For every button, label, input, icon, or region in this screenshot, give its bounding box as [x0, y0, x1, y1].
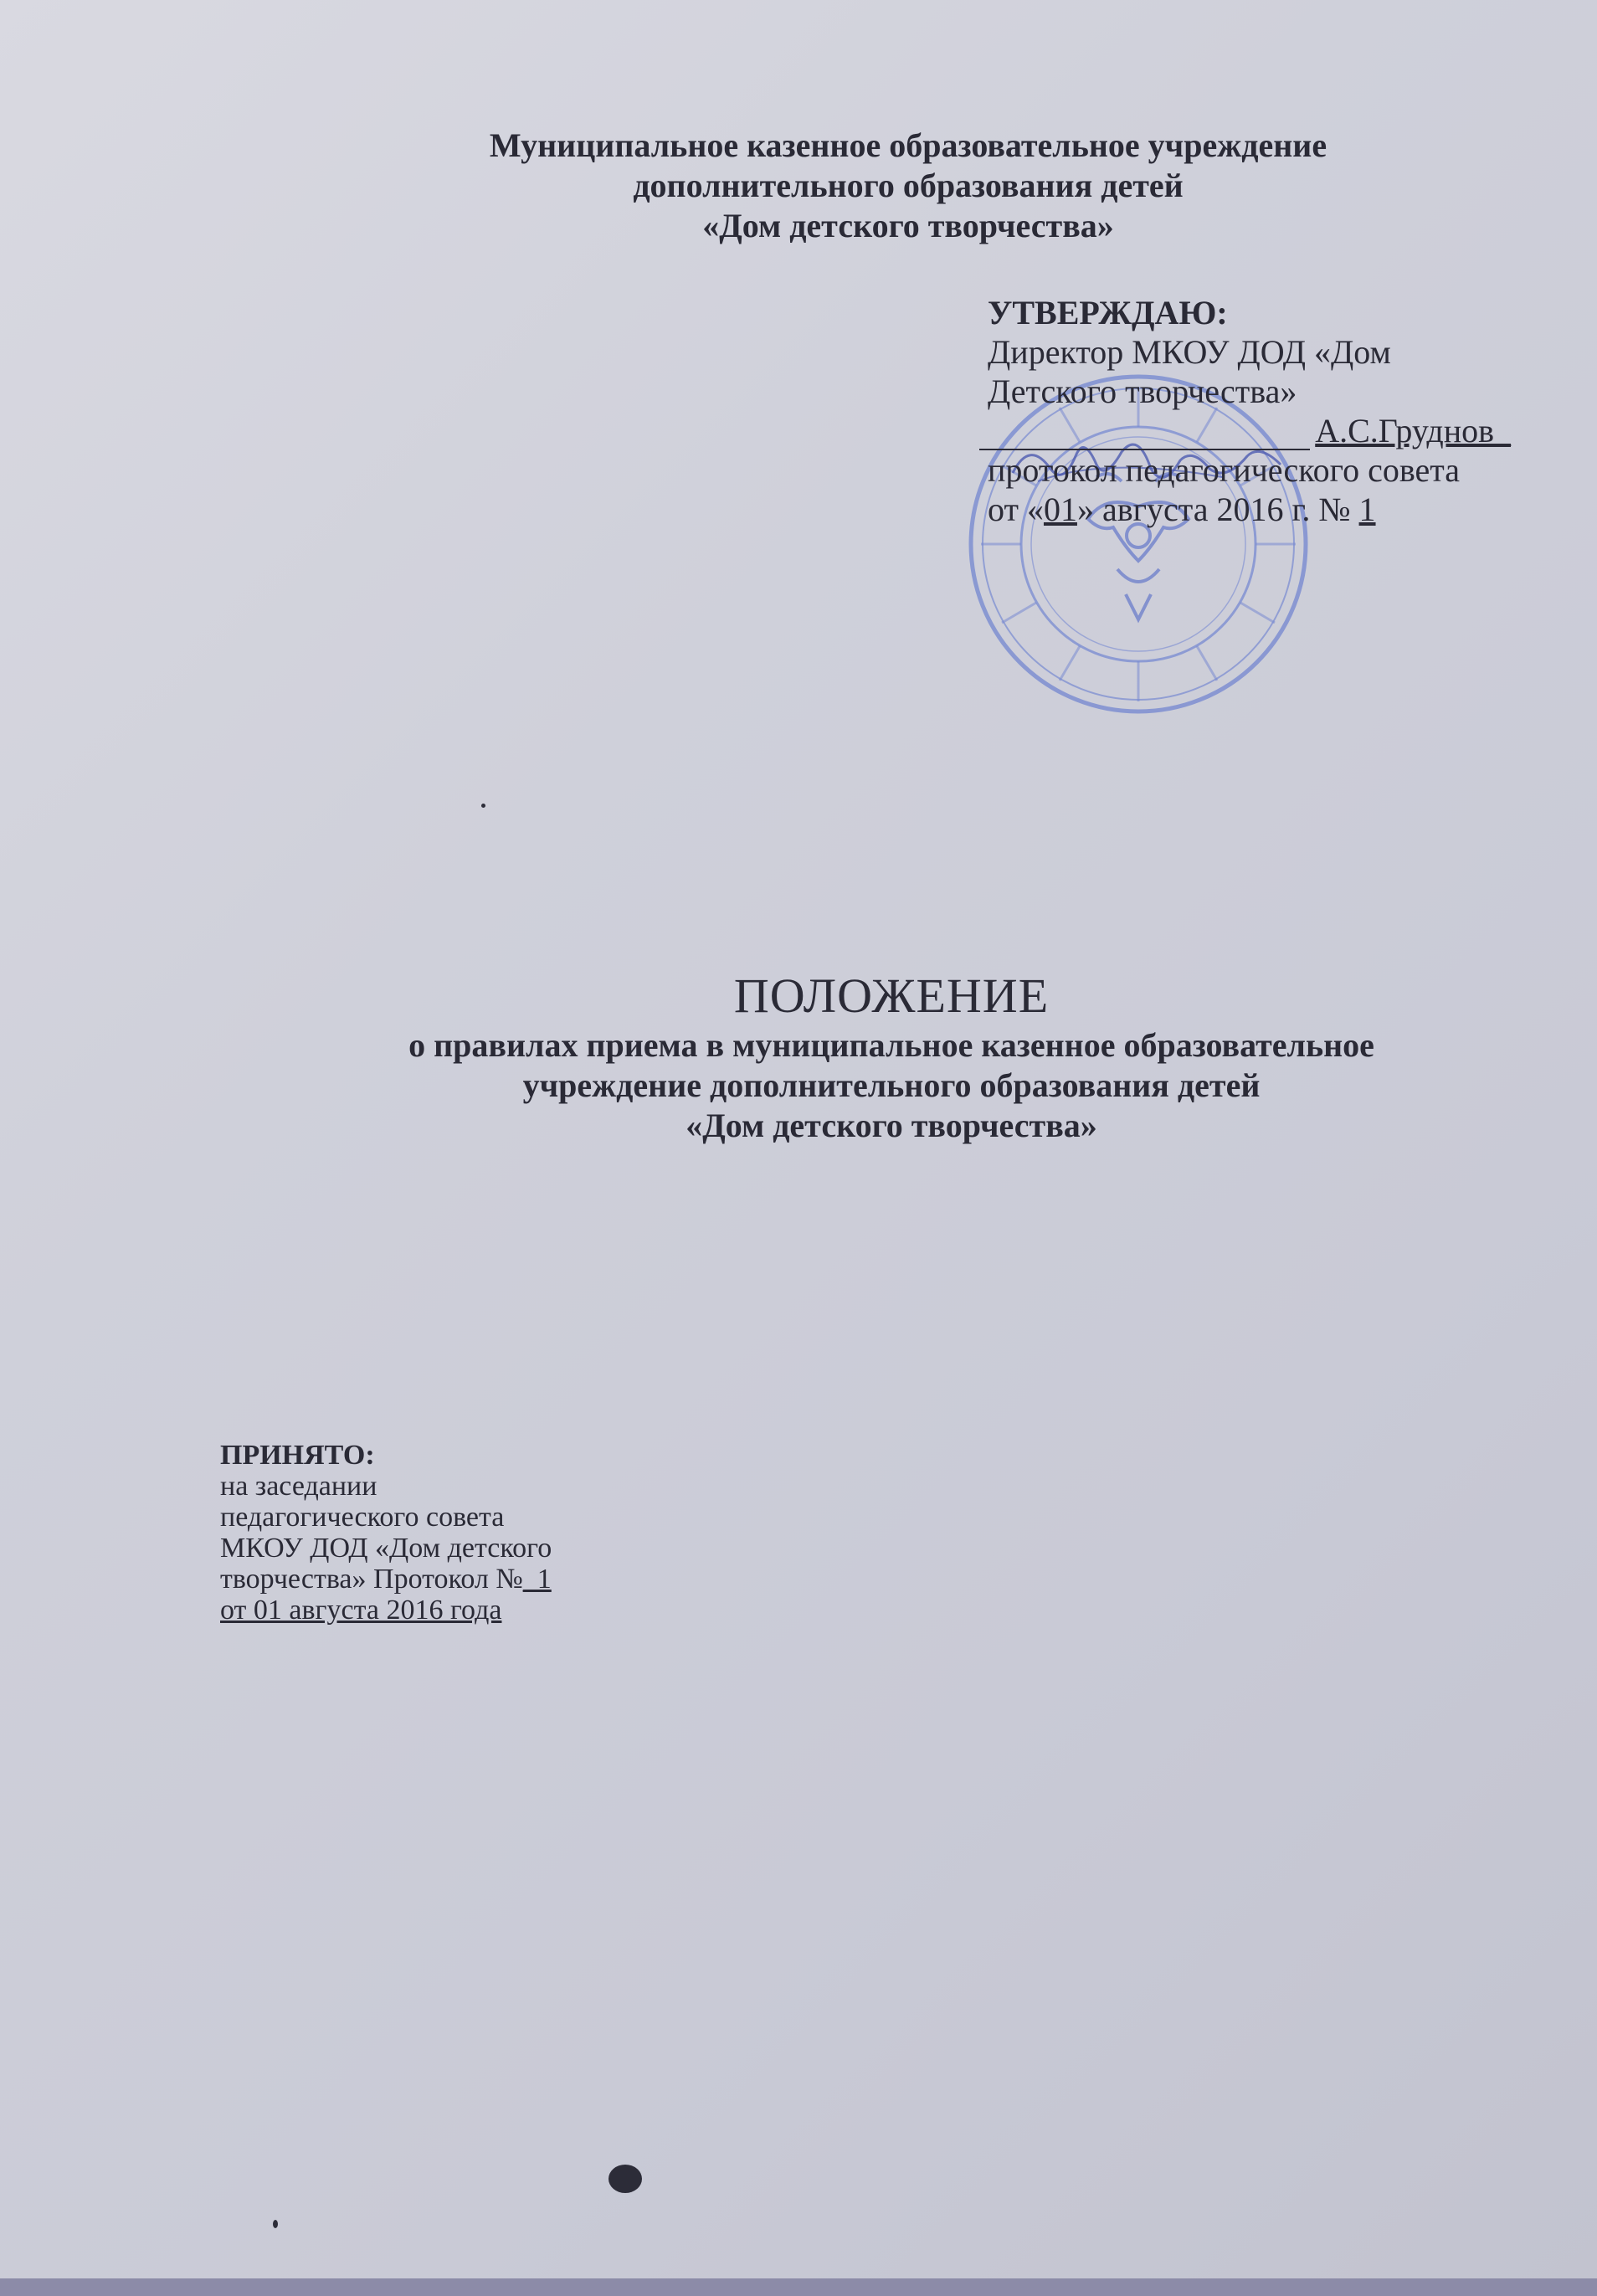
- header-line-2: дополнительного образования детей: [633, 167, 1184, 204]
- accepted-block: [220, 1440, 655, 1626]
- document-title: ПОЛОЖЕНИЕ: [733, 968, 1050, 1023]
- accepted-heading: ПРИНЯТО:: [220, 1440, 375, 1471]
- approval-position-line-1: Директор МКОУ ДОД «Дом: [988, 333, 1391, 371]
- approval-date-line: [988, 490, 1574, 529]
- accepted-line-1: на заседании: [220, 1471, 377, 1502]
- document-subtitle-line-1: о правилах приема в муниципальное казенное образовательное: [408, 1026, 1374, 1064]
- approval-protocol-number: 1: [1358, 491, 1376, 528]
- header-line-3: «Дом детского творчества»: [702, 207, 1114, 244]
- page-bottom-edge: [0, 2278, 1597, 2296]
- approval-date-day: 01: [1043, 491, 1077, 528]
- accepted-protocol-label: творчества» Протокол №: [220, 1564, 523, 1595]
- document-subtitle-line-3: «Дом детского творчества»: [686, 1107, 1097, 1144]
- accepted-date-line: от 01 августа 2016 года: [220, 1595, 502, 1626]
- approval-block: [988, 293, 1574, 529]
- document-subtitle-line-2: учреждение дополнительного образования детей: [522, 1066, 1261, 1104]
- accepted-line-3: МКОУ ДОД «Дом детского: [220, 1533, 552, 1564]
- accepted-protocol-number: _1: [522, 1564, 552, 1595]
- approval-position-line-2: Детского творчества»: [988, 372, 1297, 410]
- accepted-line-2: педагогического совета: [220, 1502, 505, 1533]
- ink-dot: [273, 2220, 278, 2228]
- document-title-block: [285, 967, 1498, 1146]
- organization-header: [352, 126, 1465, 246]
- ink-smudge: [609, 2165, 642, 2193]
- accepted-line-4: [220, 1564, 655, 1595]
- header-line-1: Муниципальное казенное образовательное учреждение: [489, 126, 1327, 164]
- approval-heading: УТВЕРЖДАЮ:: [988, 294, 1228, 331]
- signature-blank: [979, 420, 1310, 450]
- signer-name: А.С.Груднов_: [1315, 412, 1511, 449]
- signature-line: [979, 411, 1511, 450]
- ink-dot: [481, 804, 485, 808]
- approval-date-middle: » августа 2016 г. №: [1076, 491, 1359, 528]
- approval-date-prefix: от «: [988, 491, 1044, 528]
- approval-protocol-line: протокол педагогического совета: [988, 451, 1460, 489]
